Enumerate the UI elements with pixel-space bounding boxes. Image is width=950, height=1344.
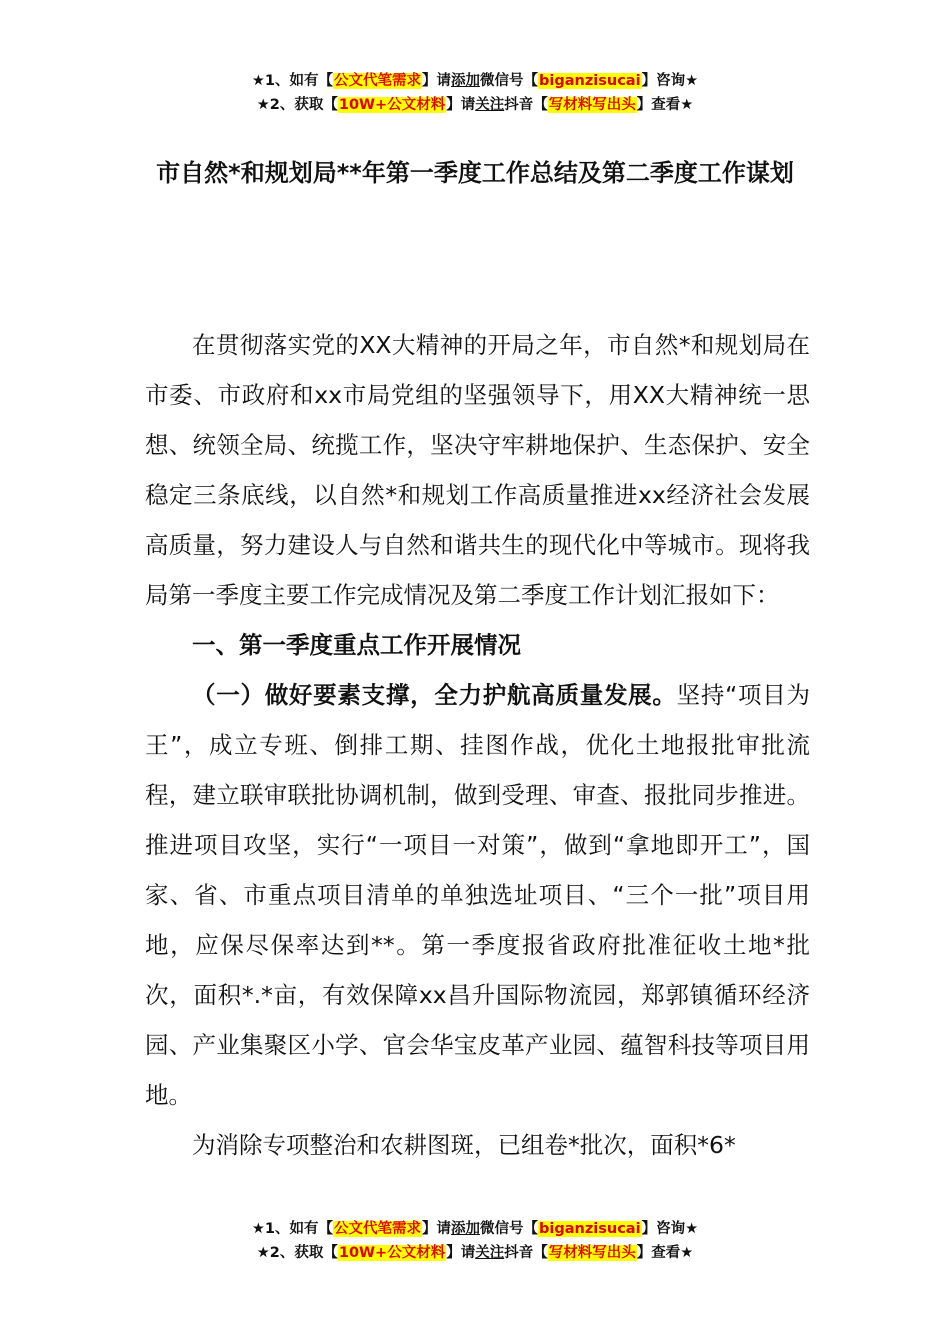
banner-underline: 添加 [451, 73, 481, 89]
banner-underline: 关注 [475, 97, 505, 113]
banner-highlight: biganzisucai [539, 73, 641, 89]
banner-text: ★1、如有【 [251, 1221, 334, 1237]
section-heading: 一、第一季度重点工作开展情况 [192, 631, 521, 659]
banner-highlight: 写材料写出头 [548, 97, 636, 113]
banner-text: 抖音【 [504, 97, 548, 113]
subsection-paragraph [145, 670, 810, 1120]
banner-text: 】查看★ [636, 1245, 694, 1261]
subsection-body: 坚持“项目为王”，成立专班、倒排工期、挂图作战，优化土地报批审批流程，建立联审联批协调机制，做到受理、审查、报批同步推进。推进项目攻坚，实行“一项目一对策”，做到“拿地即开工”，国家、省、市重点项目清单的单独选址项目、“三个一批”项目用地，应保尽保率达到**。第一季度报省政府批准征收土地*批次，面积*.*亩，有效保障xx昌升国际物流园，郑郭镇循环经济园、产业集聚区小学、官会华宝皮革产业园、蕴智科技等项目用地。 [145, 681, 810, 1109]
banner-text: ★1、如有【 [251, 73, 334, 89]
banner-highlight: biganzisucai [539, 1221, 641, 1237]
banner-highlight: 公文代笔需求 [334, 1221, 422, 1237]
banner-text: 】咨询★ [641, 1221, 699, 1237]
banner-text: 】查看★ [636, 97, 694, 113]
banner-text: 微信号【 [480, 1221, 539, 1237]
subsection-heading: （一）做好要素支撑，全力护航高质量发展。 [192, 681, 677, 709]
banner-line-2 [0, 1241, 950, 1265]
banner-text: 】请 [422, 73, 452, 89]
banner-highlight: 10W+公文材料 [338, 97, 446, 113]
banner-text: 】请 [446, 1245, 476, 1261]
banner-line-1 [0, 69, 950, 93]
banner-underline: 添加 [451, 1221, 481, 1237]
banner-text: 】请 [446, 97, 476, 113]
banner-highlight: 10W+公文材料 [338, 1245, 446, 1261]
banner-text: ★2、获取【 [256, 97, 338, 113]
document-body [145, 320, 810, 1170]
banner-underline: 关注 [475, 1245, 505, 1261]
intro-paragraph: 在贯彻落实党的XX大精神的开局之年，市自然*和规划局在市委、市政府和xx市局党组的坚强领导下，用XX大精神统一思想、统领全局、统揽工作，坚决守牢耕地保护、生态保护、安全稳定三条底线，以自然*和规划工作高质量推进xx经济社会发展高质量，努力建设人与自然和谐共生的现代化中等城市。现将我局第一季度主要工作完成情况及第二季度工作计划汇报如下： [145, 331, 810, 609]
banner-text: 】请 [422, 1221, 452, 1237]
banner-text: ★2、获取【 [256, 1245, 338, 1261]
banner-text: 微信号【 [480, 73, 539, 89]
footer-banner [0, 1217, 950, 1265]
banner-highlight: 写材料写出头 [548, 1245, 636, 1261]
banner-text: 抖音【 [504, 1245, 548, 1261]
document-title: 市自然*和规划局**年第一季度工作总结及第二季度工作谋划 [156, 159, 794, 187]
banner-line-2 [0, 93, 950, 117]
banner-line-1 [0, 1217, 950, 1241]
banner-text: 】咨询★ [641, 73, 699, 89]
body-paragraph: 为消除专项整治和农耕图斑，已组卷*批次，面积*6* [192, 1131, 736, 1159]
banner-highlight: 公文代笔需求 [334, 73, 422, 89]
header-banner [0, 69, 950, 117]
